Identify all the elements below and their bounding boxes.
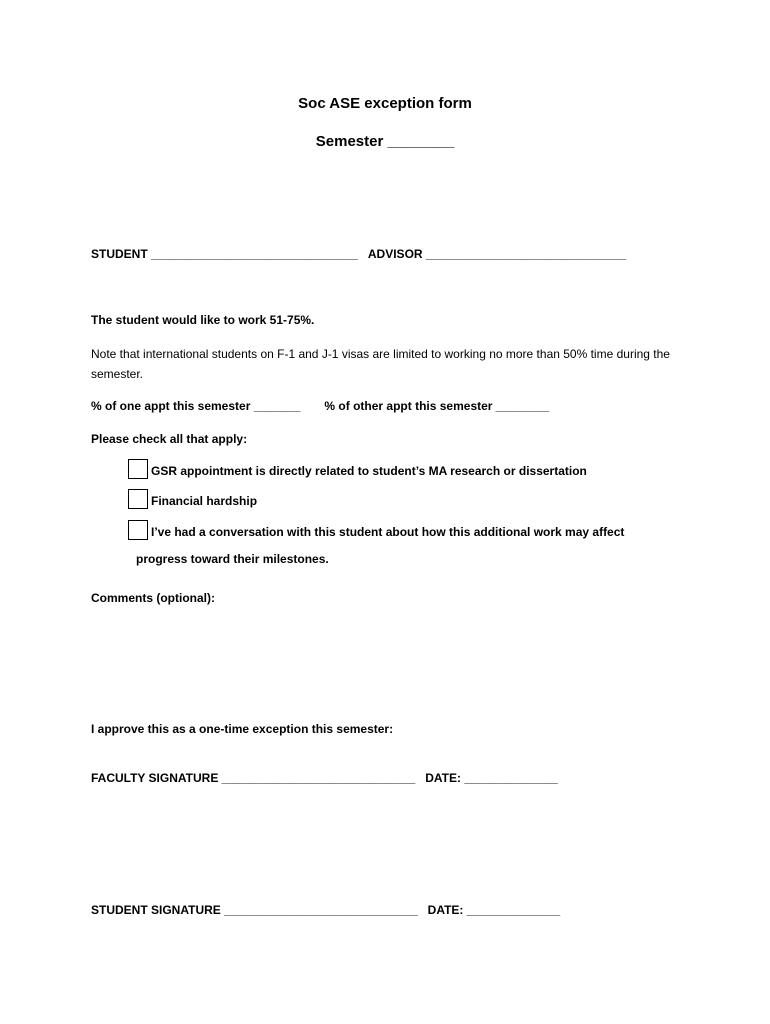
- work-statement: The student would like to work 51-75%.: [91, 313, 315, 327]
- student-field[interactable]: STUDENT _______________________________: [91, 247, 358, 261]
- pct-other-appt-field[interactable]: % of other appt this semester ________: [324, 399, 550, 413]
- pct-one-appt-field[interactable]: % of one appt this semester _______: [91, 399, 301, 413]
- faculty-signature-field[interactable]: FACULTY SIGNATURE _____________________________: [91, 771, 416, 785]
- conversation-label-continued: progress toward their milestones.: [136, 552, 329, 566]
- gsr-checkbox-label: GSR appointment is directly related to student’s MA research or dissertation: [151, 464, 587, 478]
- visa-note: Note that international students on F-1 and J-1 visas are limited to working no more than 50% time during the semester.: [91, 347, 670, 381]
- faculty-signature-row: [91, 771, 558, 785]
- conversation-checkbox-label: I’ve had a conversation with this student about how this additional work may affect: [151, 525, 625, 539]
- appointment-percent-row: [91, 399, 549, 413]
- financial-hardship-checkbox[interactable]: [128, 489, 148, 509]
- conversation-checkbox[interactable]: [128, 520, 148, 540]
- student-signature-row: [91, 903, 560, 917]
- approval-statement: I approve this as a one-time exception this semester:: [91, 722, 394, 736]
- semester-field: Semester ________: [315, 133, 455, 150]
- checkbox-row-gsr: [128, 459, 587, 479]
- student-signature-field[interactable]: STUDENT SIGNATURE _____________________________: [91, 903, 418, 917]
- checkbox-row-conversation: [128, 520, 624, 540]
- financial-hardship-label: Financial hardship: [151, 494, 258, 508]
- gsr-checkbox[interactable]: [128, 459, 148, 479]
- faculty-date-field[interactable]: DATE: ______________: [425, 771, 558, 785]
- student-advisor-row: [91, 247, 626, 261]
- comments-label: Comments (optional):: [91, 591, 215, 605]
- advisor-field[interactable]: ADVISOR ______________________________: [367, 247, 627, 261]
- form-title: Soc ASE exception form: [298, 95, 472, 112]
- checkbox-row-financial: [128, 489, 257, 509]
- check-prompt: Please check all that apply:: [91, 432, 248, 446]
- student-date-field[interactable]: DATE: ______________: [427, 903, 561, 917]
